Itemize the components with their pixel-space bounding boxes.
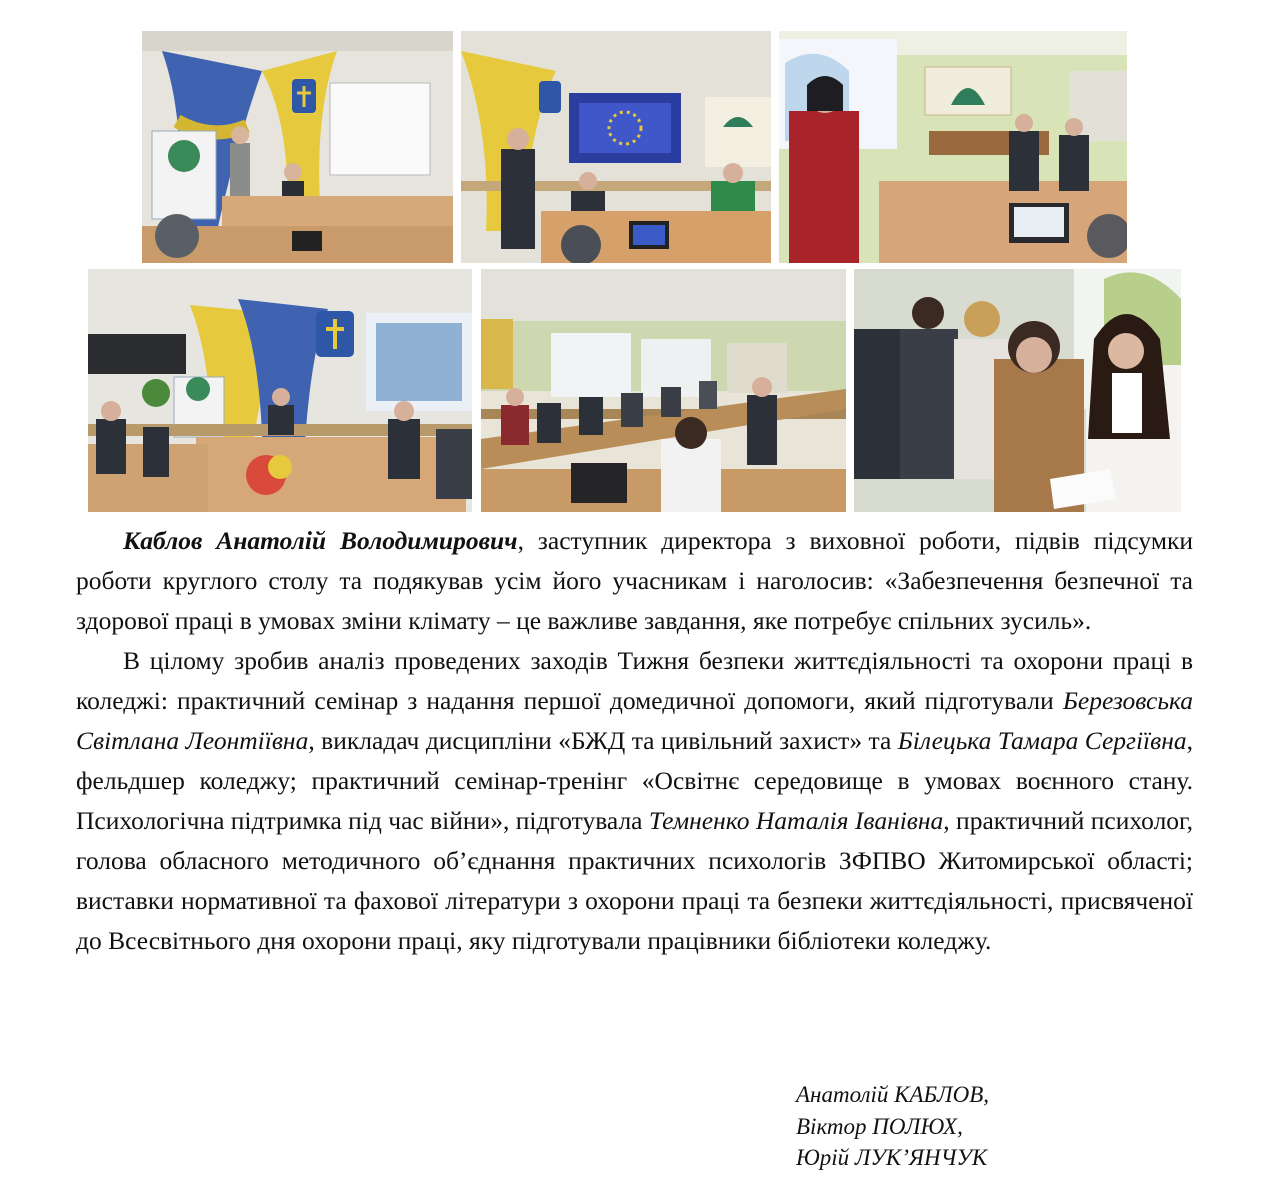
speaker-name: Каблов Анатолій Володимирович (123, 526, 518, 555)
analysis-text-1: В цілому зробив аналіз проведених заходів Тижня безпеки життєдіяльності та охорони праці в коледжі: практичний семінар з надання першої домедичної допомоги, який підготували (76, 646, 1193, 715)
article-text (76, 521, 1193, 961)
signature-line-3: Юрій ЛУК’ЯНЧУК (796, 1145, 988, 1170)
name-berezovska: Березовська Світлана Леонтіївна (76, 686, 1193, 755)
signature-line-2: Віктор ПОЛЮХ, (796, 1113, 963, 1139)
analysis-text-3: , фельдшер коледжу; практичний семінар-тренінг «Освітнє середовище в умовах воєнного стану. Психологічна підтримка під час війни», підготувала (76, 726, 1193, 835)
photo-hall-participants (481, 269, 846, 512)
signature-block (796, 1079, 989, 1174)
photo-student-audience (854, 269, 1181, 512)
name-temnenko: Темненко Наталія Іванівна (648, 806, 944, 835)
photo-round-table-wide (88, 269, 472, 512)
analysis-text-2: , викладач дисципліни «БЖД та цивільний захист» та (308, 726, 898, 755)
paragraph-analysis (76, 641, 1193, 961)
paragraph-summary (76, 521, 1193, 641)
name-biletska: Білецька Тамара Сергіївна (897, 726, 1187, 755)
photo-presentation-speaker (461, 31, 771, 263)
photo-round-table-speaker (142, 31, 453, 263)
photo-speaker-reading (779, 31, 1127, 263)
analysis-text-4: , практичний психолог, голова обласного методичного об’єднання практичних психологів ЗФПВО Житомирської області; виставки нормативної та фахової літератури з охорони праці та безпеки життєдіяльності, присвяченої до Всесвітнього дня охорони праці, яку підготували працівники бібліотеки коледжу. (76, 806, 1193, 955)
signature-line-1: Анатолій КАБЛОВ, (796, 1082, 990, 1107)
paragraph-summary-text: , заступник директора з виховної роботи, підвів підсумки роботи круглого столу та подякував усім його учасникам і наголосив: «Забезпечення безпечної та здорової праці в умовах зміни клімату – це важливе завдання, яке потребує спільних зусиль». (76, 526, 1193, 635)
